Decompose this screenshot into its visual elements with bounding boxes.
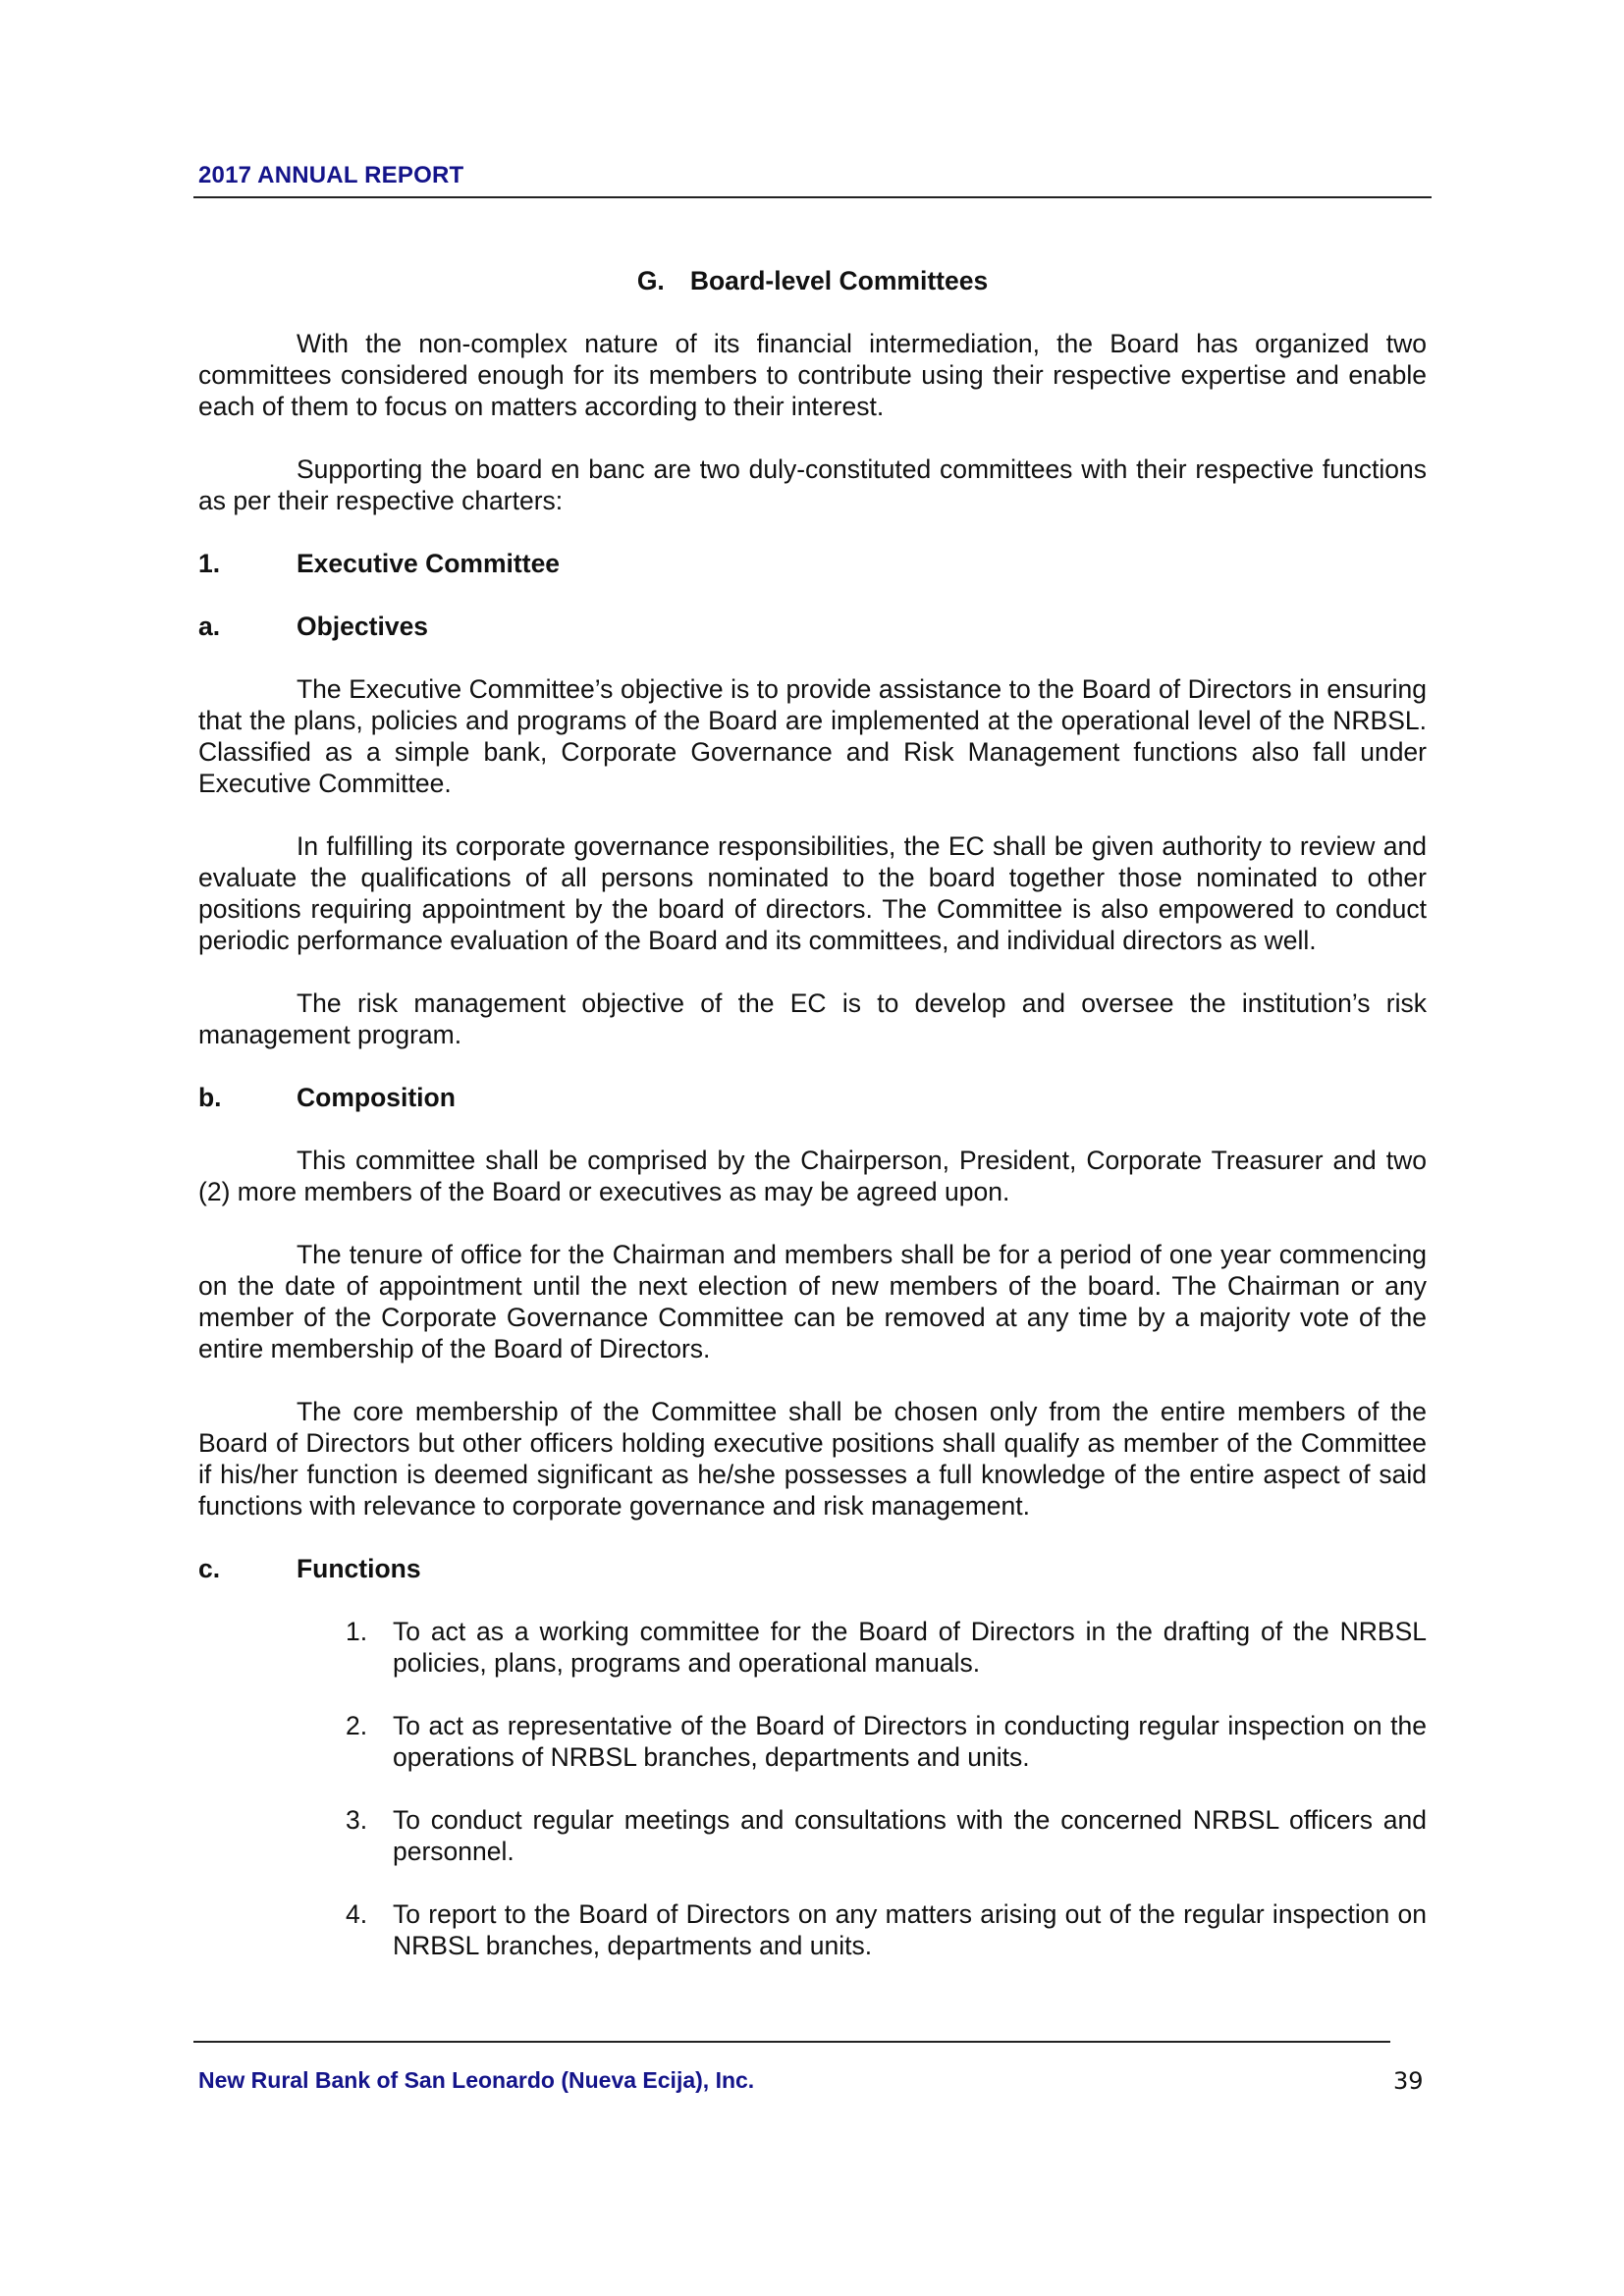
section-letter: G. bbox=[636, 266, 665, 295]
footer-divider bbox=[193, 2041, 1390, 2043]
footer-organization-name: New Rural Bank of San Leonardo (Nueva Ecija), Inc. bbox=[198, 2067, 755, 2093]
composition-marker: b. bbox=[198, 1083, 222, 1112]
objectives-paragraph-1: The Executive Committee’s objective is to provide assistance to the Board of Directors in ensuring that the plans, policies and programs of the Board are implemented at the operational level of the NRBSL. Classified as a simple bank, Corporate Governance and Risk Management functions also fall under Executive Committee. bbox=[198, 674, 1427, 798]
list-item-text: To act as a working committee for the Board of Directors in the drafting of the NRBSL policies, plans, programs and operational manuals. bbox=[393, 1617, 1427, 1678]
list-item bbox=[198, 1804, 1427, 1867]
composition-paragraph-2: The tenure of office for the Chairman and members shall be for a period of one year commencing on the date of appointment until the next election of new members of the board. The Chairman or any member of the Corporate Governance Committee can be removed at any time by a majority vote of the entire membership of the Board of Directors. bbox=[198, 1240, 1427, 1363]
composition-heading bbox=[198, 1082, 1427, 1113]
intro-paragraph-2: Supporting the board en banc are two duly-constituted committees with their respective functions as per their respective charters: bbox=[198, 454, 1427, 515]
functions-list bbox=[198, 1616, 1427, 1961]
objectives-title: Objectives bbox=[297, 612, 429, 641]
list-item-number: 1. bbox=[346, 1617, 368, 1646]
committee-title: Executive Committee bbox=[297, 549, 561, 578]
list-item-text: To act as representative of the Board of Directors in conducting regular inspection on the operations of NRBSL branches, departments and units. bbox=[393, 1711, 1427, 1772]
functions-title: Functions bbox=[297, 1554, 421, 1583]
objectives-paragraph-2: In fulfilling its corporate governance responsibilities, the EC shall be given authority to review and evaluate the qualifications of all persons nominated to the board together those nominated to other positions requiring appointment by the board of directors. The Committee is also empowered to conduct periodic performance evaluation of the Board and its committees, and individual directors as well. bbox=[198, 831, 1427, 955]
list-item bbox=[198, 1898, 1427, 1961]
list-item-number: 3. bbox=[346, 1805, 368, 1835]
functions-heading bbox=[198, 1553, 1427, 1584]
composition-paragraph-1: This committee shall be comprised by the Chairperson, President, Corporate Treasurer and two (2) more members of the Board or executives as may be agreed upon. bbox=[198, 1146, 1427, 1206]
objectives-marker: a. bbox=[198, 612, 221, 641]
list-item-text: To report to the Board of Directors on any matters arising out of the regular inspection on NRBSL branches, departments and units. bbox=[393, 1899, 1427, 1960]
list-item-number: 2. bbox=[346, 1711, 368, 1740]
intro-paragraph-1: With the non-complex nature of its financial intermediation, the Board has organized two committees considered enough for its members to contribute using their respective expertise and enable each of them to focus on matters according to their interest. bbox=[198, 329, 1427, 421]
composition-title: Composition bbox=[297, 1083, 456, 1112]
list-item bbox=[198, 1616, 1427, 1679]
objectives-heading bbox=[198, 611, 1427, 642]
page-number: 39 bbox=[1393, 2067, 1424, 2095]
header-divider bbox=[193, 196, 1432, 198]
list-item-number: 4. bbox=[346, 1899, 368, 1929]
committee-heading bbox=[198, 548, 1427, 579]
functions-marker: c. bbox=[198, 1554, 221, 1583]
composition-paragraph-3: The core membership of the Committee shall be chosen only from the entire members of the Board of Directors but other officers holding executive positions shall qualify as member of the Committee if his/her function is deemed significant as he/she possesses a full knowledge of the entire aspect of said functions with relevance to corporate governance and risk management. bbox=[198, 1397, 1427, 1521]
page-content bbox=[198, 265, 1427, 1993]
list-item-text: To conduct regular meetings and consultations with the concerned NRBSL officers and personnel. bbox=[393, 1805, 1427, 1866]
report-header-title: 2017 ANNUAL REPORT bbox=[198, 162, 464, 188]
section-title: Board-level Committees bbox=[689, 266, 989, 295]
section-heading bbox=[198, 265, 1427, 296]
objectives-paragraph-3: The risk management objective of the EC is to develop and oversee the institution’s risk management program. bbox=[198, 988, 1427, 1049]
committee-number: 1. bbox=[198, 549, 221, 578]
list-item bbox=[198, 1710, 1427, 1773]
